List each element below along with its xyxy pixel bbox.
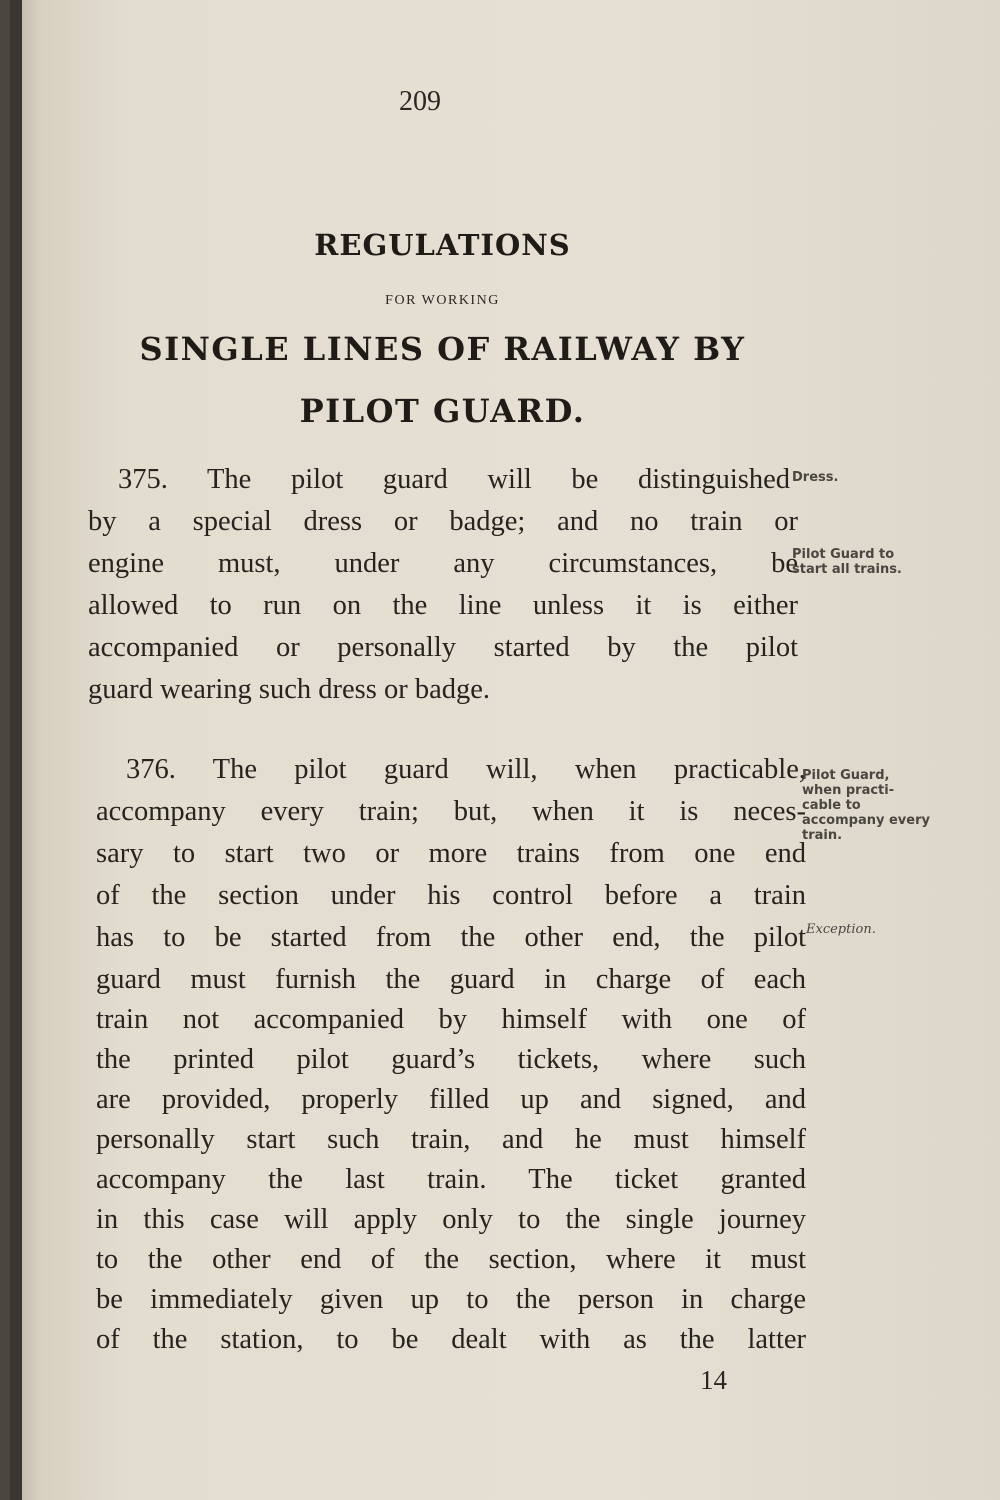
text-line: train not accompanied by himself with one of xyxy=(96,1004,806,1035)
book-page xyxy=(10,0,1000,1500)
text-line: are provided, properly filled up and signed, and xyxy=(96,1084,806,1115)
text-line: by a special dress or badge; and no train or xyxy=(88,506,798,537)
text-line: accompanied or personally started by the pilot xyxy=(88,632,798,663)
text-line: guard must furnish the guard in charge of each xyxy=(96,964,806,995)
book-spine-shadow xyxy=(10,0,22,1500)
text-line: be immediately given up to the person in charge xyxy=(96,1284,806,1315)
text-line: the printed pilot guard’s tickets, where such xyxy=(96,1044,806,1075)
margin-note-accompany: Pilot Guard, when practi- cable to accompany every train. xyxy=(802,768,930,843)
text-line: 375. The pilot guard will be distinguished xyxy=(118,464,790,495)
page-number: 209 xyxy=(399,86,441,117)
text-line: engine must, under any circumstances, be xyxy=(88,548,798,579)
heading-single-lines: SINGLE LINES OF RAILWAY BY xyxy=(139,330,746,368)
margin-note-start-all: Pilot Guard to start all trains. xyxy=(792,547,902,577)
text-line: personally start such train, and he must himself xyxy=(96,1124,806,1155)
heading-regulations: REGULATIONS xyxy=(314,228,571,262)
text-line: in this case will apply only to the single journey xyxy=(96,1204,806,1235)
text-line: accompany every train; but, when it is neces- xyxy=(96,796,806,827)
text-line: sary to start two or more trains from one end xyxy=(96,838,806,869)
text-line: of the station, to be dealt with as the latter xyxy=(96,1324,806,1355)
margin-note-dress: Dress. xyxy=(792,470,839,485)
heading-pilot-guard: PILOT GUARD. xyxy=(299,392,586,430)
signature-mark: 14 xyxy=(700,1365,727,1395)
text-line: guard wearing such dress or badge. xyxy=(88,674,491,705)
text-line: allowed to run on the line unless it is either xyxy=(88,590,798,621)
heading-for-working: FOR WORKING xyxy=(385,293,500,308)
margin-note-exception: Exception. xyxy=(806,922,876,937)
text-line: has to be started from the other end, the pilot xyxy=(96,922,806,953)
text-line: to the other end of the section, where it must xyxy=(96,1244,806,1275)
text-line: accompany the last train. The ticket granted xyxy=(96,1164,806,1195)
text-line: of the section under his control before a train xyxy=(96,880,806,911)
text-line: 376. The pilot guard will, when practicable, xyxy=(126,754,806,785)
